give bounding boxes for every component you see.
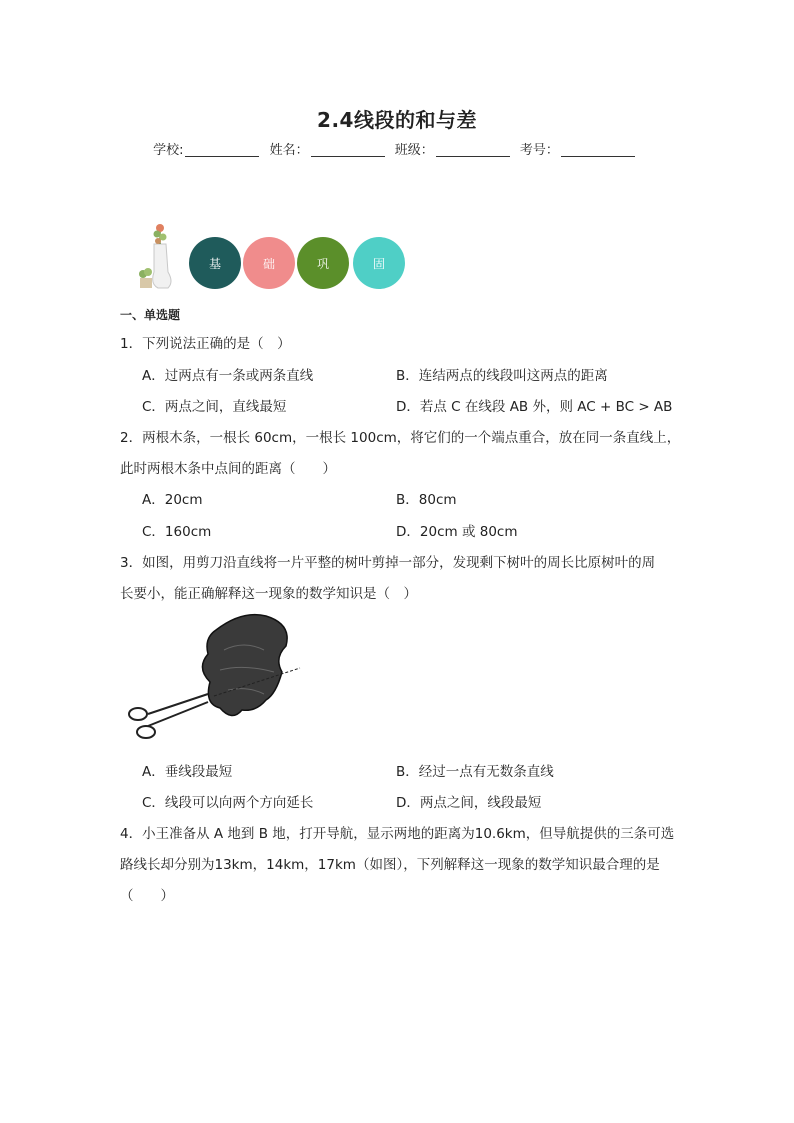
- q1-stem: 1．下列说法正确的是（ ）: [120, 336, 291, 352]
- leaf-scissors-figure: [124, 610, 314, 750]
- q1-option-b: B．连结两点的线段叫这两点的距离: [396, 368, 608, 384]
- name-label: 姓名：: [269, 143, 309, 158]
- banner-circle-3: 巩: [297, 237, 349, 289]
- q3-option-a: A．垂线段最短: [142, 764, 233, 780]
- q3-option-d: D．两点之间，线段最短: [396, 795, 542, 811]
- q4-stem-line1: 4．小王准备从 A 地到 B 地，打开导航，显示两地的距离为10.6km，但导航提供的三条可选: [120, 826, 675, 842]
- q4-stem-line3: （ ）: [120, 888, 174, 904]
- q2-option-a: A．20cm: [142, 492, 203, 508]
- q3-option-b: B．经过一点有无数条直线: [396, 764, 554, 780]
- banner-circle-1: 基: [189, 237, 241, 289]
- section-heading: 一、单选题: [120, 308, 181, 322]
- q3-stem-line2: 长要小，能正确解释这一现象的数学知识是（ ）: [120, 586, 417, 602]
- plant-vase-icon: [132, 222, 182, 292]
- q1-option-c: C．两点之间，直线最短: [142, 399, 287, 415]
- q4-stem-line2: 路线长却分别为13km，14km，17km（如图），下列解释这一现象的数学知识最合理的是: [120, 857, 660, 873]
- student-info-line: [0, 139, 794, 158]
- q2-stem-line1: 2．两根木条，一根长 60cm，一根长 100cm，将它们的一个端点重合，放在同一条直线上，: [120, 430, 681, 446]
- q2-option-d: D．20cm 或 80cm: [396, 524, 518, 540]
- school-label: 学校:: [153, 143, 184, 158]
- q3-stem-line1: 3．如图，用剪刀沿直线将一片平整的树叶剪掉一部分，发现剩下树叶的周长比原树叶的周: [120, 555, 656, 571]
- name-blank: [311, 143, 385, 157]
- number-label: 考号：: [519, 143, 559, 158]
- basic-consolidation-banner: [132, 222, 422, 292]
- q1-option-a: A．过两点有一条或两条直线: [142, 368, 314, 384]
- page-title: 2.4线段的和与差: [317, 108, 477, 132]
- q2-option-b: B．80cm: [396, 492, 457, 508]
- number-blank: [561, 143, 635, 157]
- banner-circle-4: 固: [353, 237, 405, 289]
- q2-option-c: C．160cm: [142, 524, 212, 540]
- school-blank: [185, 143, 259, 157]
- leaf-shape: [202, 615, 287, 716]
- q1-option-d: D．若点 C 在线段 AB 外，则 AC + BC > AB: [396, 399, 673, 415]
- scissors-icon: [129, 694, 208, 738]
- q3-option-c: C．线段可以向两个方向延长: [142, 795, 314, 811]
- q2-stem-line2: 此时两根木条中点间的距离（ ）: [120, 461, 336, 477]
- class-label: 班级：: [394, 143, 434, 158]
- banner-circle-2: 础: [243, 237, 295, 289]
- class-blank: [436, 143, 510, 157]
